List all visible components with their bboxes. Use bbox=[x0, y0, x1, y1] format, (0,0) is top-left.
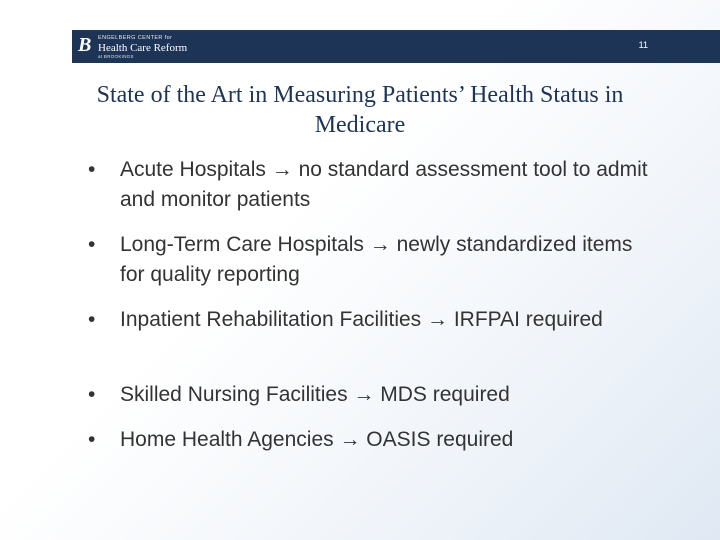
bullet-item-inpatient-rehab bbox=[88, 305, 658, 335]
bullet-text: Long-Term Care Hospitals → newly standardized items for quality reporting bbox=[120, 233, 633, 286]
bullet-dot: • bbox=[88, 158, 96, 181]
bullet-text: Home Health Agencies → OASIS required bbox=[120, 428, 514, 451]
logo-text bbox=[98, 35, 187, 60]
bullet-text: Inpatient Rehabilitation Facilities → IRFPAI required bbox=[120, 308, 603, 331]
bullet-item-skilled-nursing bbox=[88, 380, 658, 410]
bullet-text: Skilled Nursing Facilities → MDS required bbox=[120, 383, 510, 406]
header-bar bbox=[72, 30, 720, 63]
bullet-item-acute-hospitals bbox=[88, 155, 658, 215]
logo-line-2: Health Care Reform bbox=[98, 42, 188, 54]
bullet-item-home-health bbox=[88, 425, 658, 455]
bullet-dot: • bbox=[88, 308, 96, 331]
bullet-text: Acute Hospitals → no standard assessment tool to admit and monitor patients bbox=[120, 158, 648, 211]
logo-line-1: ENGELBERG CENTER for bbox=[98, 35, 173, 41]
page-number: 11 bbox=[638, 40, 648, 50]
logo-line-3: at BROOKINGS bbox=[98, 54, 134, 59]
bullet-dot: • bbox=[88, 233, 96, 256]
slide-title: State of the Art in Measuring Patients’ Health Status in Medicare bbox=[96, 82, 624, 138]
bullet-item-long-term-care bbox=[88, 230, 658, 290]
bullet-dot: • bbox=[88, 428, 96, 451]
bullet-dot: • bbox=[88, 383, 96, 406]
logo-mark: B bbox=[78, 34, 92, 56]
